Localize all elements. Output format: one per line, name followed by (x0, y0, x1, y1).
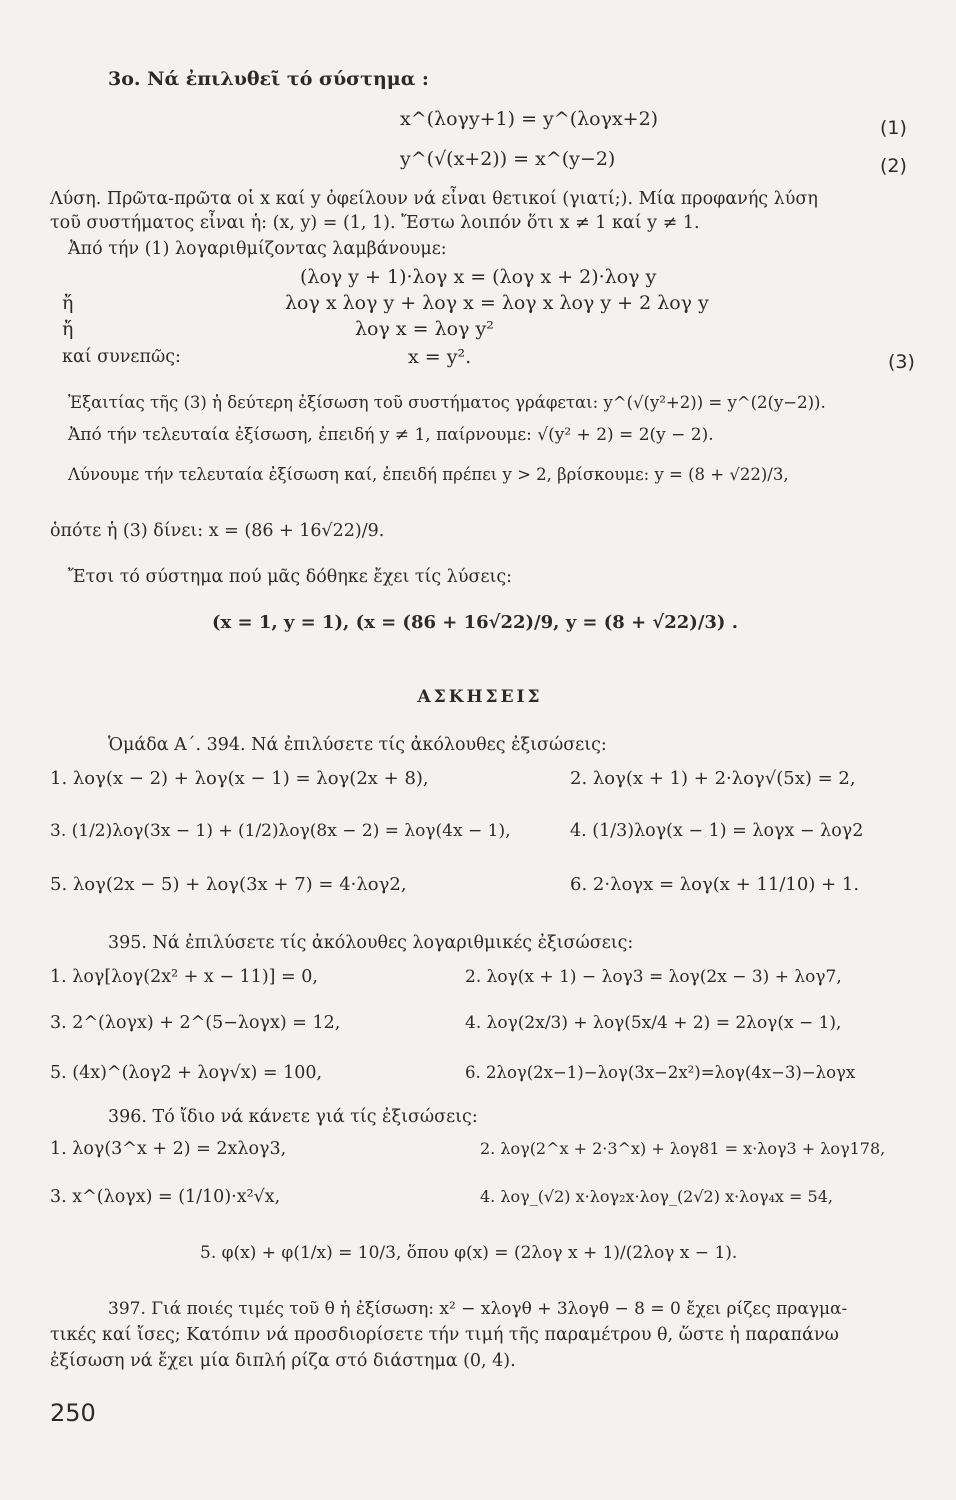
equation-number-2: (2) (880, 155, 907, 177)
consequently-label: καί συνεπῶς: (62, 347, 181, 367)
problem-397-line-2: τικές καί ἴσες; Κατόπιν νά προσδιορίσετε τήν τιμή τῆς παραμέτρου θ, ὥστε ἡ παραπάνω (50, 1325, 839, 1345)
equation-number-3: (3) (888, 351, 915, 373)
solving-line: Λύνουμε τήν τελευταία ἐξίσωση καί, ἐπειδή πρέπει y > 2, βρίσκουμε: y = (8 + √22)/3, (68, 465, 789, 484)
exercise-394-4: 4. (1/3)λογ(x − 1) = λογx − λογ2 (570, 821, 864, 841)
system-equation-2: y^(√(x+2)) = x^(y−2) (400, 148, 616, 170)
system-equation-1: x^(λογy+1) = y^(λογx+2) (400, 108, 659, 130)
exercise-396-heading: 396. Τό ἴδιο νά κάνετε γιά τίς ἐξισώσεις: (108, 1107, 478, 1127)
thus-line: Ἔτσι τό σύστημα πού μᾶς δόθηκε ἔχει τίς λύσεις: (68, 567, 513, 587)
final-solutions: (x = 1, y = 1), (x = (86 + 16√22)/9, y = (8 + √22)/3) . (212, 612, 738, 633)
exercise-395-1: 1. λογ[λογ(2x² + x − 11)] = 0, (50, 967, 318, 987)
derivation-step-4: x = y². (408, 346, 472, 368)
exercise-394-1: 1. λογ(x − 2) + λογ(x − 1) = λογ(2x + 8), (50, 768, 429, 789)
derivation-step-2: λογ x λογ y + λογ x = λογ x λογ y + 2 λογ y (285, 292, 709, 314)
because-line: Ἐξαιτίας τῆς (3) ἡ δεύτερη ἐξίσωση τοῦ συστήματος γράφεται: y^(√(y²+2)) = y^(2(y−2)). (68, 393, 826, 412)
exercise-396-1: 1. λογ(3^x + 2) = 2xλογ3, (50, 1139, 287, 1159)
exercise-395-3: 3. 2^(λογx) + 2^(5−λογx) = 12, (50, 1013, 341, 1033)
exercise-395-6: 6. 2λογ(2x−1)−λογ(3x−2x²)=λογ(4x−3)−λογx (465, 1063, 856, 1082)
exercise-394-2: 2. λογ(x + 1) + 2·λογ√(5x) = 2, (570, 768, 856, 789)
from-last-line: Ἀπό τήν τελευταία ἐξίσωση, ἐπειδή y ≠ 1, παίρνουμε: √(y² + 2) = 2(y − 2). (68, 425, 714, 445)
solution-line-2: τοῦ συστήματος εἶναι ἡ: (x, y) = (1, 1). Ἔστω λοιπόν ὅτι x ≠ 1 καί y ≠ 1. (50, 213, 700, 233)
exercise-396-2: 2. λογ(2^x + 2·3^x) + λογ81 = x·λογ3 + λογ178, (480, 1139, 886, 1158)
derivation-step-3: λογ x = λογ y² (355, 318, 494, 340)
problem-397-line-1: 397. Γιά ποιές τιμές τοῦ θ ἡ ἐξίσωση: x² − xλογθ + 3λογθ − 8 = 0 ἔχει ρίζες πραγμα- (108, 1299, 848, 1319)
page-number: 250 (50, 1399, 96, 1427)
exercise-395-5: 5. (4x)^(λογ2 + λογ√x) = 100, (50, 1063, 323, 1083)
problem-heading: 3ο. Νά ἐπιλυθεῖ τό σύστημα : (108, 68, 429, 90)
solution-line-1: Λύση. Πρῶτα-πρῶτα οἱ x καί y ὀφείλουν νά εἶναι θετικοί (γιατί;). Μία προφανής λύση (50, 189, 818, 209)
exercise-396-5: 5. φ(x) + φ(1/x) = 10/3, ὅπου φ(x) = (2λογ x + 1)/(2λογ x − 1). (200, 1243, 738, 1263)
or-word-2: ἤ (62, 318, 74, 340)
or-word-1: ἤ (62, 292, 74, 314)
exercise-395-2: 2. λογ(x + 1) − λογ3 = λογ(2x − 3) + λογ7, (465, 967, 842, 987)
problem-397-line-3: ἐξίσωση νά ἔχει μία διπλή ρίζα στό διάστημα (0, 4). (50, 1351, 516, 1371)
exercise-396-3: 3. x^(λογx) = (1/10)·x²√x, (50, 1187, 281, 1207)
exercise-394-5: 5. λογ(2x − 5) + λογ(3x + 7) = 4·λογ2, (50, 874, 407, 895)
derivation-step-1: (λογ y + 1)·λογ x = (λογ x + 2)·λογ y (300, 266, 657, 288)
exercise-395-4: 4. λογ(2x/3) + λογ(5x/4 + 2) = 2λογ(x − 1), (465, 1013, 842, 1033)
exercise-395-heading: 395. Νά ἐπιλύσετε τίς ἀκόλουθες λογαριθμικές ἐξισώσεις: (108, 933, 634, 953)
equation-number-1: (1) (880, 117, 907, 139)
exercises-title: ΑΣΚΗΣΕΙΣ (417, 687, 543, 707)
then-line: ὁπότε ἡ (3) δίνει: x = (86 + 16√22)/9. (50, 521, 385, 541)
exercise-396-4: 4. λογ_(√2) x·λογ₂x·λογ_(2√2) x·λογ₄x = 54, (480, 1187, 833, 1206)
exercise-394-6: 6. 2·λογx = λογ(x + 11/10) + 1. (570, 874, 860, 895)
exercise-394-3: 3. (1/2)λογ(3x − 1) + (1/2)λογ(8x − 2) = λογ(4x − 1), (50, 821, 511, 841)
group-a-heading: Ὁμάδα Α΄. 394. Νά ἐπιλύσετε τίς ἀκόλουθες ἐξισώσεις: (108, 735, 607, 755)
solution-line-3: Ἀπό τήν (1) λογαριθμίζοντας λαμβάνουμε: (68, 239, 447, 259)
